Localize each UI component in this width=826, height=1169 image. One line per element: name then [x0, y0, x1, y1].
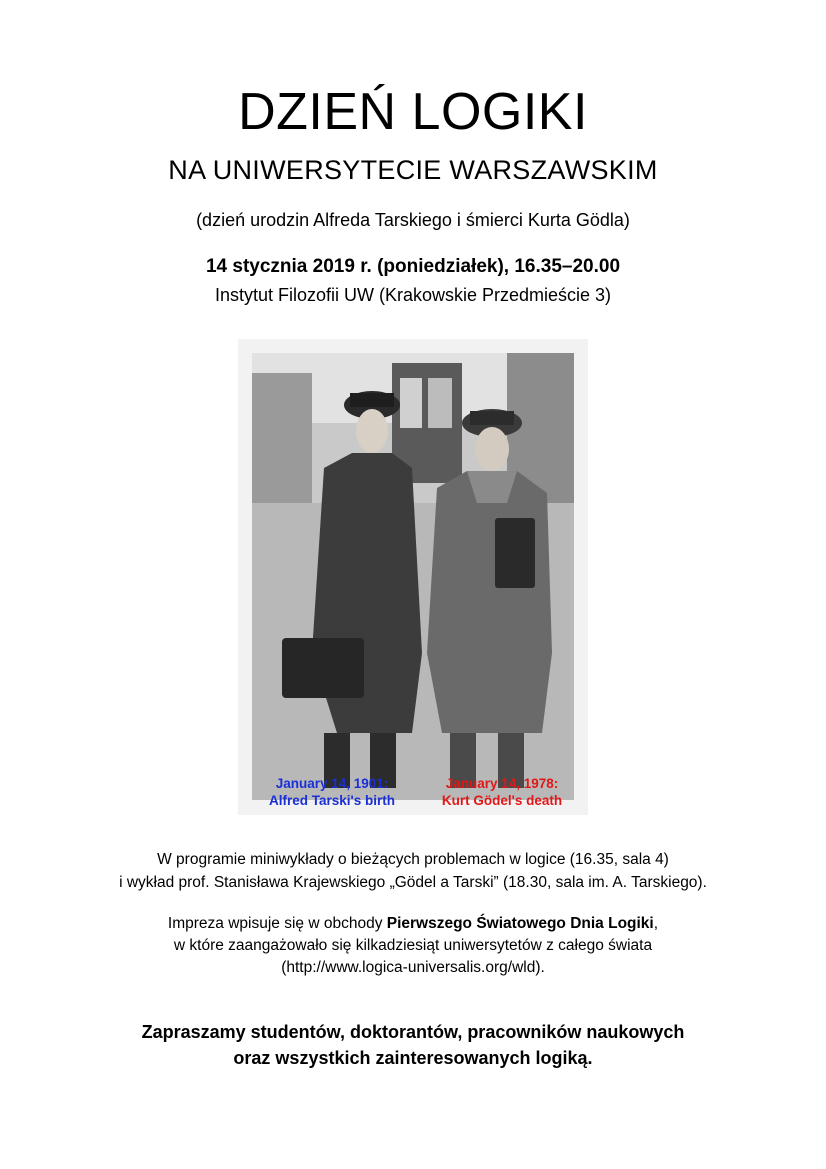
photo-frame: [238, 339, 588, 815]
invitation: [0, 1019, 826, 1071]
program-line-1: W programie miniwykłady o bieżących problemach w logice (16.35, sala 4): [157, 851, 669, 868]
caption-godel-line1: January 14, 1978:: [445, 776, 559, 791]
event-date: 14 stycznia 2019 r. (poniedziałek), 16.35–20.00: [205, 256, 621, 277]
caption-tarski-line1: January 14, 1901:: [275, 776, 389, 791]
caption-tarski: [252, 775, 412, 809]
impreza-url: (http://www.logica-universalis.org/wld).: [281, 959, 545, 976]
program-line-2: i wykład prof. Stanisława Krajewskiego „Gödel a Tarski” (18.30, sala im. A. Tarskiego).: [119, 874, 707, 891]
page-title: DZIEŃ LOGIKI: [238, 83, 588, 141]
caption-godel-line2: Kurt Gödel's death: [441, 793, 563, 808]
impreza-prefix: Impreza wpisuje się w obchody: [167, 915, 387, 932]
photo-illustration: [252, 353, 574, 800]
impreza-line-2: w które zaangażowało się kilkadziesiąt uniwersytetów z całego świata: [173, 937, 653, 954]
program-paragraph: [0, 848, 826, 894]
impreza-suffix: ,: [653, 915, 659, 932]
invitation-line-1: Zapraszamy studentów, doktorantów, pracowników naukowych: [141, 1022, 685, 1042]
caption-tarski-line2: Alfred Tarski's birth: [269, 793, 395, 808]
occasion-text: (dzień urodzin Alfreda Tarskiego i śmierci Kurta Gödla): [196, 210, 630, 230]
world-logic-day-link: Pierwszego Światowego Dnia Logiki: [386, 915, 654, 932]
historical-photo: [252, 353, 574, 808]
impreza-line-1: [0, 913, 826, 935]
caption-godel: [422, 775, 582, 809]
event-venue: Instytut Filozofii UW (Krakowskie Przedmieście 3): [214, 285, 612, 305]
page-subtitle: NA UNIWERSYTECIE WARSZAWSKIM: [168, 155, 658, 185]
invitation-line-2: oraz wszystkich zainteresowanych logiką.: [233, 1048, 593, 1068]
impreza-paragraph: [0, 913, 826, 979]
